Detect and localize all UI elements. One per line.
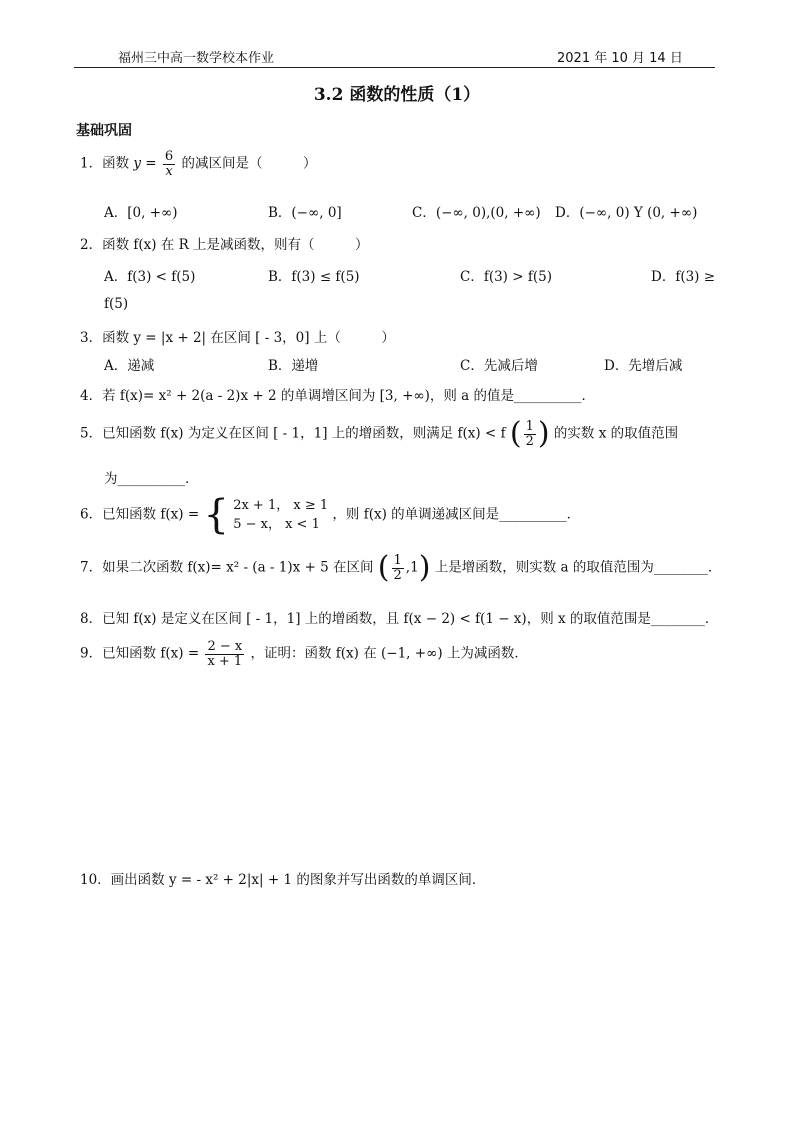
q2-option-a: A．f(3) < f(5) xyxy=(104,269,196,285)
q5-right-paren: ) xyxy=(537,416,550,451)
q9-tail: ，证明：函数 f(x) 在 (−1, +∞) 上为减函数． xyxy=(250,645,528,662)
q6-brace: { xyxy=(203,492,229,538)
q5-lead: 5．已知函数 f(x) 为定义在区间 [ - 1，1] 上的增函数，则满足 f(x) < f xyxy=(80,425,506,442)
question-8: 8．已知 f(x) 是定义在区间 [ - 1，1] 上的增函数，且 f(x − 2) < f(1 − x)，则 x 的取值范围是________． xyxy=(80,611,719,627)
q2-option-c: C．f(3) > f(5) xyxy=(460,269,552,285)
page-title: 3.2 函数的性质（1） xyxy=(313,85,481,105)
q6-tail: ，则 f(x) 的单调递减区间是__________． xyxy=(332,506,581,523)
question-4: 4．若 f(x)= x² + 2(a - 2)x + 2 的单调增区间为 [3, +∞)，则 a 的值是__________． xyxy=(80,388,596,404)
q1-fraction-denominator: x xyxy=(165,163,173,179)
q5-left-paren: ( xyxy=(509,416,522,451)
question-10: 10．画出函数 y = - x² + 2|x| + 1 的图象并写出函数的单调区间． xyxy=(80,872,486,888)
q1-tail: 的减区间是（ ） xyxy=(181,155,317,172)
q5-fraction xyxy=(524,420,536,448)
q3-option-c: C．先减后增 xyxy=(460,358,538,374)
q1-option-d: D．(−∞, 0) Y (0, +∞) xyxy=(555,205,698,221)
q7-fraction-numerator: 1 xyxy=(393,552,402,568)
q7-fraction xyxy=(392,554,404,582)
q7-fraction-denominator: 2 xyxy=(393,567,402,583)
q5-line-2: 为__________． xyxy=(104,471,199,487)
question-3: 3．函数 y = |x + 2| 在区间 [ - 3，0] 上（ ） xyxy=(80,330,395,346)
q2-option-b: B．f(3) ≤ f(5) xyxy=(268,269,360,285)
q2-option-d: D．f(3) ≥ xyxy=(651,269,716,285)
question-9 xyxy=(80,640,528,668)
q1-option-a: A．[0, +∞) xyxy=(104,205,178,221)
q1-lead: 1．函数 xyxy=(80,155,130,172)
q2-option-d-continued: f(5) xyxy=(104,296,129,312)
q7-tail: 上是增函数，则实数 a 的取值范围为________． xyxy=(434,559,722,576)
header-divider xyxy=(74,67,715,68)
q7-after-fraction: ,1 xyxy=(405,559,419,576)
q3-option-a: A．递减 xyxy=(104,358,155,374)
q6-case-1: 2x + 1， x ≥ 1 xyxy=(233,497,329,513)
q6-cases xyxy=(233,496,328,535)
q9-fraction xyxy=(205,640,244,668)
q9-fraction-denominator: x + 1 xyxy=(207,653,243,669)
q5-tail: 的实数 x 的取值范围 xyxy=(553,425,679,442)
header-school: 福州三中高一数学校本作业 xyxy=(118,51,275,66)
header-date: 2021 年 10 月 14 日 xyxy=(557,51,683,66)
q7-left-paren: ( xyxy=(377,550,390,585)
question-2: 2．函数 f(x) 在 R 上是减函数，则有（ ） xyxy=(80,237,369,253)
q3-option-b: B．递增 xyxy=(268,358,319,374)
question-7 xyxy=(80,550,722,585)
q1-y: y = xyxy=(133,155,157,172)
q6-lead: 6．已知函数 f(x) = xyxy=(80,506,200,523)
q5-fraction-numerator: 1 xyxy=(525,418,534,434)
q5-fraction-denominator: 2 xyxy=(525,433,534,449)
section-heading: 基础巩固 xyxy=(76,123,132,139)
question-1 xyxy=(80,150,317,178)
q3-option-d: D．先增后减 xyxy=(604,358,683,374)
q6-case-2: 5 − x， x < 1 xyxy=(233,517,320,532)
question-5 xyxy=(80,416,679,451)
q7-right-paren: ) xyxy=(418,550,431,585)
q9-lead: 9．已知函数 f(x) = xyxy=(80,645,200,662)
question-6 xyxy=(80,492,581,538)
q9-fraction-numerator: 2 − x xyxy=(207,639,243,654)
q1-option-b: B．(−∞, 0] xyxy=(268,205,342,221)
q1-fraction xyxy=(163,150,175,178)
q1-fraction-numerator: 6 xyxy=(164,149,174,164)
q1-option-c: C．(−∞, 0),(0, +∞) xyxy=(412,205,541,221)
q7-lead: 7．如果二次函数 f(x)= x² - (a - 1)x + 5 在区间 xyxy=(80,559,374,576)
